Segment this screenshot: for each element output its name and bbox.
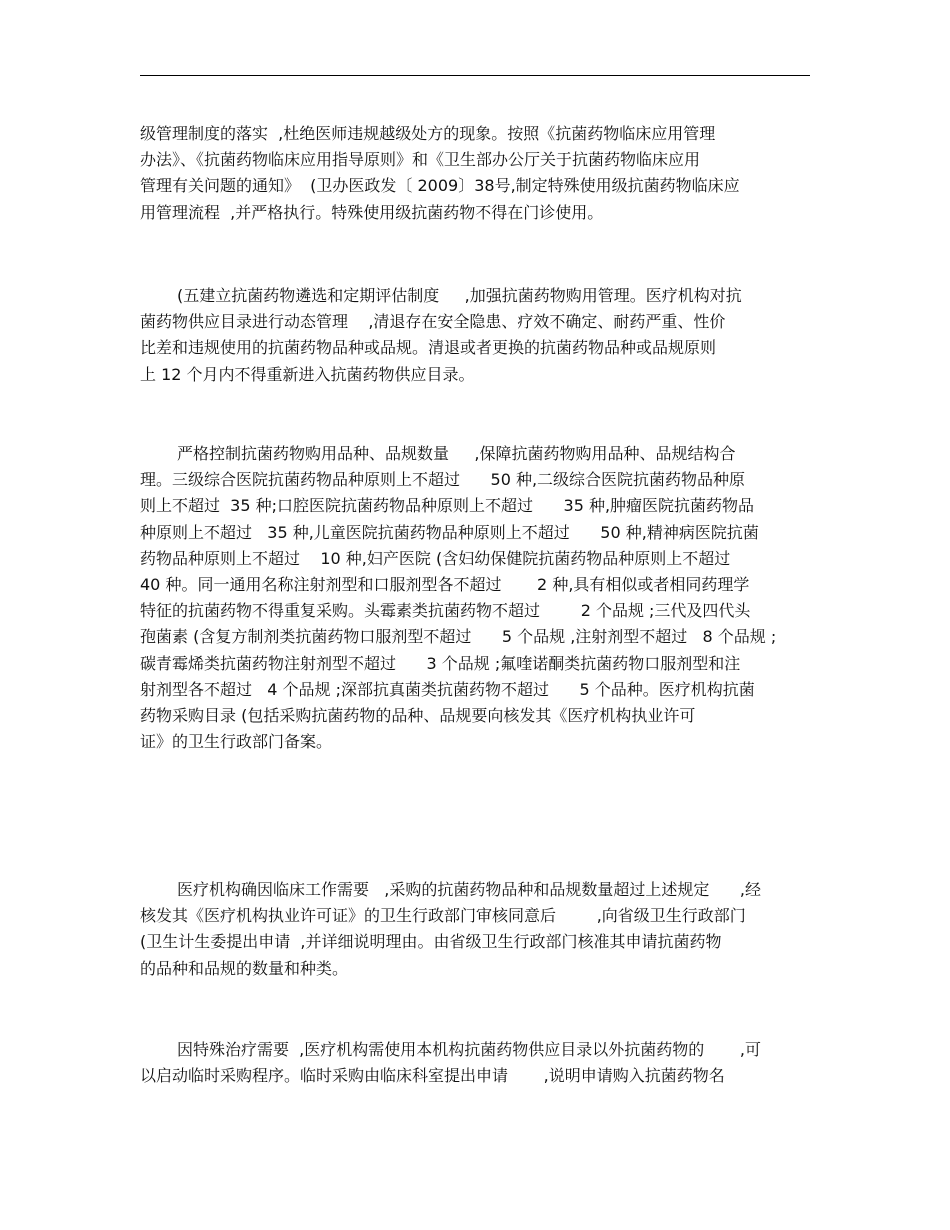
text-line: 药物采购目录 (包括采购抗菌药物的品种、品规要向核发其《医疗机构执业许可 (140, 705, 696, 725)
text-line: 用管理流程 ,并严格执行。特殊使用级抗菌药物不得在门诊使用。 (140, 202, 604, 222)
text-line: 特征的抗菌药物不得重复采购。头霉素类抗菌药物不超过 2 个品规 ;三代及四代头 (140, 601, 751, 621)
text-line: 则上不超过 35 种;口腔医院抗菌药物品种原则上不超过 35 种,肿瘤医院抗菌药物品 (140, 496, 755, 516)
paragraph-4 (140, 877, 820, 982)
text-line: 射剂型各不超过 4 个品规 ;深部抗真菌类抗菌药物不超过 5 个品种。医疗机构抗菌 (140, 679, 755, 699)
text-line: 比差和违规使用的抗菌药物品种或品规。清退或者更换的抗菌药物品种或品规原则 (140, 338, 717, 358)
text-line: 的品种和品规的数量和种类。 (140, 958, 349, 978)
paragraph-2 (140, 283, 820, 388)
text-line: 碳青霉烯类抗菌药物注射剂型不超过 3 个品规 ;氟喹诺酮类抗菌药物口服剂型和注 (140, 653, 741, 673)
paragraph-1 (140, 121, 820, 226)
text-line: 种原则上不超过 35 种,儿童医院抗菌药物品种原则上不超过 50 种,精神病医院抗菌 (140, 522, 759, 542)
text-line: 以启动临时采购程序。临时采购由临床科室提出申请 ,说明申请购入抗菌药物名 (140, 1066, 725, 1086)
text-line: (卫生计生委提出申请 ,并详细说明理由。由省级卫生行政部门核准其申请抗菌药物 (140, 932, 722, 952)
text-line: 理。三级综合医院抗菌药物品种原则上不超过 50 种,二级综合医院抗菌药物品种原 (140, 470, 746, 490)
text-line: 菌药物供应目录进行动态管理 ,清退存在安全隐患、疗效不确定、耐药严重、性价 (140, 312, 726, 332)
text-line: 上 12 个月内不得重新进入抗菌药物供应目录。 (140, 364, 475, 384)
text-line: 证》的卫生行政部门备案。 (140, 732, 333, 752)
text-line: (五建立抗菌药物遴选和定期评估制度 ,加强抗菌药物购用管理。医疗机构对抗 (177, 286, 742, 305)
text-line: 药物品种原则上不超过 10 种,妇产医院 (含妇幼保健院抗菌药物品种原则上不超过 (140, 548, 731, 568)
text-line: 40 种。同一通用名称注射剂型和口服剂型各不超过 2 种,具有相似或者相同药理学 (140, 574, 750, 594)
text-line: 孢菌素 (含复方制剂类抗菌药物口服剂型不超过 5 个品规 ,注射剂型不超过 8 个品规 ; (140, 627, 777, 647)
paragraph-5 (140, 1037, 820, 1089)
text-line: 核发其《医疗机构执业许可证》的卫生行政部门审核同意后 ,向省级卫生行政部门 (140, 906, 746, 926)
text-line: 级管理制度的落实 ,杜绝医师违规越级处方的现象。按照《抗菌药物临床应用管理 (140, 124, 716, 143)
header-rule (140, 75, 810, 76)
text-line: 医疗机构确因临床工作需要 ,采购的抗菌药物品种和品规数量超过上述规定 ,经 (177, 880, 761, 899)
text-line: 严格控制抗菌药物购用品种、品规数量 ,保障抗菌药物购用品种、品规结构合 (177, 444, 736, 463)
text-line: 因特殊治疗需要 ,医疗机构需使用本机构抗菌药物供应目录以外抗菌药物的 ,可 (177, 1040, 761, 1059)
paragraph-3 (140, 441, 820, 755)
text-line: 办法》、《抗菌药物临床应用指导原则》和《卫生部办公厅关于抗菌药物临床应用 (140, 150, 701, 170)
text-line: 管理有关问题的通知》 (卫办医政发〔 2009〕38号,制定特殊使用级抗菌药物临床应 (140, 176, 740, 196)
